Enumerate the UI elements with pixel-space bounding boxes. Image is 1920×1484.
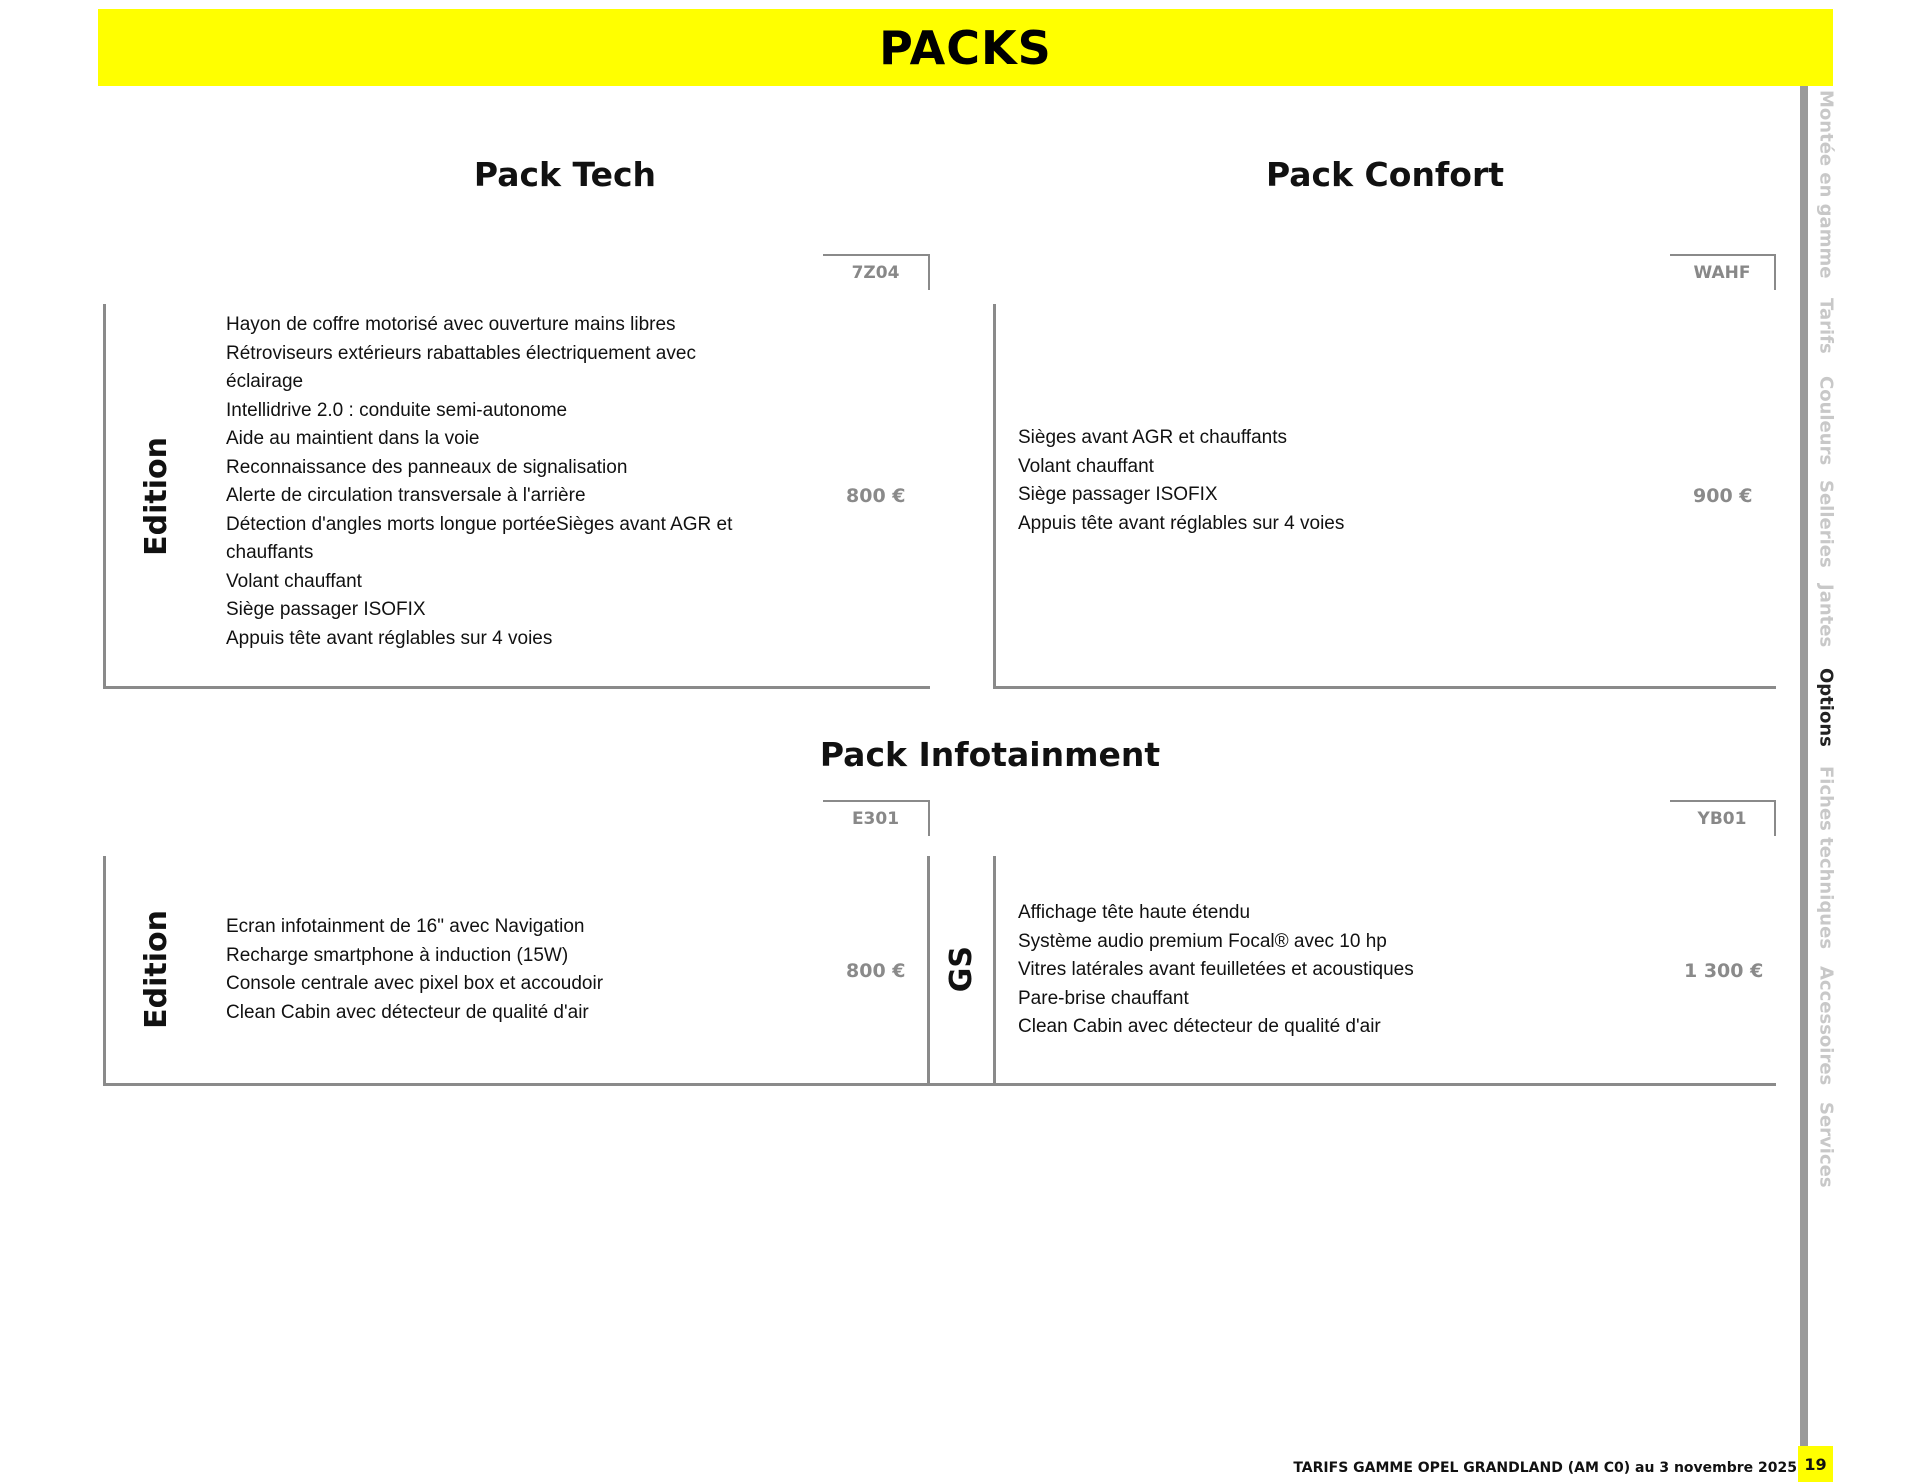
infotainment-gs-trim xyxy=(930,856,993,1083)
feature-item: Clean Cabin avec détecteur de qualité d'air xyxy=(226,1001,589,1023)
pack-tech-title: Pack Tech xyxy=(473,155,657,194)
pack-tech-features xyxy=(226,311,732,653)
pack-confort-title: Pack Confort xyxy=(1265,155,1505,194)
feature-item: Recharge smartphone à induction (15W) xyxy=(226,944,569,966)
feature-item: Siège passager ISOFIX xyxy=(226,599,426,620)
nav-item-options[interactable]: Options xyxy=(1815,668,1837,747)
feature-item: Appuis tête avant réglables sur 4 voies xyxy=(1018,512,1345,534)
page-banner xyxy=(98,9,1833,86)
feature-item: Appuis tête avant réglables sur 4 voies xyxy=(226,627,553,649)
feature-item: Reconnaissance des panneaux de signalisation xyxy=(226,456,628,478)
pack-tech-price: 800 € xyxy=(846,485,906,507)
pack-infotainment-gs-code: YB01 xyxy=(1670,800,1776,836)
trim-label-edition: Edition xyxy=(138,437,174,556)
feature-item: Affichage tête haute étendu xyxy=(1018,902,1251,923)
nav-item-couleurs[interactable]: Couleurs xyxy=(1815,376,1837,466)
feature-item: Détection d'angles morts longue portéeSièges avant AGR et xyxy=(226,513,733,535)
nav-item-tarifs[interactable]: Tarifs xyxy=(1815,298,1837,354)
feature-item: Système audio premium Focal® avec 10 hp xyxy=(1018,930,1387,952)
nav-item-montee-en-gamme[interactable]: Montée en gamme xyxy=(1815,90,1837,279)
infotainment-gs-price: 1 300 € xyxy=(1684,960,1764,982)
feature-item: Pare-brise chauffant xyxy=(1018,987,1189,1009)
feature-item: Console centrale avec pixel box et accoudoir xyxy=(226,973,604,994)
nav-item-services[interactable]: Services xyxy=(1815,1102,1837,1188)
feature-item: éclairage xyxy=(226,371,304,392)
footer-text: TARIFS GAMME OPEL GRANDLAND (AM C0) au 3 novembre 2025 xyxy=(1293,1460,1797,1476)
side-nav-bar xyxy=(1800,86,1808,1466)
feature-item: Volant chauffant xyxy=(226,570,362,592)
feature-item: Rétroviseurs extérieurs rabattables électriquement avec xyxy=(226,342,696,364)
feature-item: Clean Cabin avec détecteur de qualité d'air xyxy=(1018,1016,1381,1037)
feature-item: chauffants xyxy=(226,542,314,563)
nav-item-selleries[interactable]: Selleries xyxy=(1815,480,1837,568)
pack-confort-code: WAHF xyxy=(1670,254,1776,290)
trim-label-edition: Edition xyxy=(138,910,174,1029)
feature-item: Vitres latérales avant feuilletées et acoustiques xyxy=(1018,959,1414,980)
feature-item: Intellidrive 2.0 : conduite semi-autonome xyxy=(226,399,568,421)
pack-infotainment-edition-code: E301 xyxy=(823,800,930,836)
feature-item: Volant chauffant xyxy=(1018,455,1154,477)
infotainment-edition-price: 800 € xyxy=(846,960,906,982)
pack-confort-features xyxy=(1018,424,1344,538)
feature-item: Alerte de circulation transversale à l'arrière xyxy=(226,485,586,506)
page-title: PACKS xyxy=(879,20,1052,75)
feature-item: Siège passager ISOFIX xyxy=(1018,484,1218,505)
side-nav xyxy=(1808,90,1844,1200)
nav-item-jantes[interactable]: Jantes xyxy=(1815,584,1837,648)
infotainment-edition-features xyxy=(226,913,603,1027)
pack-confort-price: 900 € xyxy=(1693,485,1753,507)
nav-item-accessoires[interactable]: Accessoires xyxy=(1815,966,1837,1086)
column-divider xyxy=(993,856,996,1086)
infotainment-gs-features xyxy=(1018,899,1414,1042)
pack-tech-trim xyxy=(124,304,188,689)
feature-item: Ecran infotainment de 16" avec Navigation xyxy=(226,916,585,937)
page-number: 19 xyxy=(1798,1446,1833,1482)
pack-infotainment-title: Pack Infotainment xyxy=(819,735,1161,774)
feature-item: Aide au maintient dans la voie xyxy=(226,428,480,449)
feature-item: Sièges avant AGR et chauffants xyxy=(1018,427,1287,448)
trim-label-gs: GS xyxy=(944,946,979,993)
infotainment-edition-trim xyxy=(124,856,188,1083)
feature-item: Hayon de coffre motorisé avec ouverture mains libres xyxy=(226,314,676,335)
pack-tech-code: 7Z04 xyxy=(823,254,930,290)
nav-item-fiches-techniques[interactable]: Fiches techniques xyxy=(1815,766,1837,950)
